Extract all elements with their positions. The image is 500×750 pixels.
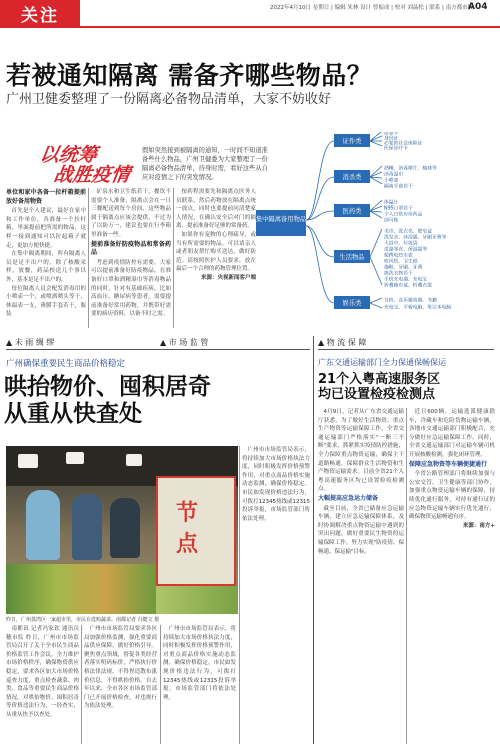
right-story-column-1 bbox=[318, 408, 404, 744]
column-divider bbox=[239, 446, 240, 744]
left-story-title-line1: 哄抬物价、囤积居奇 bbox=[4, 374, 211, 400]
right-story-source: 来源：南方+ bbox=[462, 522, 495, 529]
paragraph: 每位隔离人员会配发消毒用的小喷壶一个，或喷洒喷头等于，体温表一支，薄膜手套若干，瓶装 bbox=[6, 285, 86, 318]
paragraph: 截至目前，全省已储备应急运输车辆，建立应急运输保障体系，及时协调解决重点物资运输中遇到的突出问题，做好重要民生物资的运输保障工作，努力实现"防疫情、保畅通、保运输"目标。 bbox=[318, 505, 404, 555]
dateline: 2022年4月10日 星期日 | 编辑 朱林 设计 曾振成 | 校对 刘晶松 | 联系 | 南方都市报 bbox=[270, 5, 474, 11]
right-story-kicker: 广东交通运输部门全力保通保畅保运 bbox=[318, 358, 446, 367]
subhead: 提前准备好防疫物品和常备药品 bbox=[91, 240, 171, 257]
paragraph: 全省公路管理部门将继续加强与公安交管、卫生健康等部门协作，加强重点物资运输车辆的保障，持续优化通行服务，对持有通行证的应急物资运输车辆实行优先通行，确保物资运输畅通有序。 bbox=[409, 471, 495, 521]
diagram-item: 手机充电器、充电宝 bbox=[384, 277, 428, 283]
section-tag: 关注 bbox=[0, 0, 80, 26]
column-divider bbox=[406, 408, 407, 744]
section-label-right: ▲ 物 流 保 障 bbox=[318, 338, 367, 347]
article-column-2 bbox=[91, 188, 171, 328]
diagram-item: 隔离手套若干 bbox=[384, 184, 413, 190]
diagram-branch-label: 消杀类 bbox=[342, 174, 362, 181]
left-story-column-2 bbox=[84, 625, 157, 744]
diagram-center-label: 集中隔离备用物品 bbox=[256, 216, 307, 223]
subhead: 保障应急物资等车辆便捷通行 bbox=[409, 460, 488, 468]
diagram-item: N95口罩若干 bbox=[384, 206, 413, 212]
header-rule bbox=[0, 26, 500, 28]
paragraph: 广州市市场监管局表示，将持续加大市场价格执法力度，同时积极发挥价格预警作用，对重点商品价格实施动态监测，确保价格稳定。市民如发现价格违法行为，可拨打12345热线或12315投诉举报，市场监管部门将依法处理。 bbox=[163, 626, 236, 701]
diagram-item: 吹风机、卫生纸 bbox=[384, 259, 418, 265]
left-story-kicker: 广州确保重要民生商品价格稳定 bbox=[6, 359, 126, 369]
diagram-item: 酒精、消毒喷片、棉球等 bbox=[384, 166, 437, 172]
diagram-center-node bbox=[256, 210, 306, 236]
lead-paragraph: 假如突然接到被隔离的通知，一时间不知道准备些什么物品，广州卫健委为大家整理了一份隔离必备物品清单，待身时需，看好这些从自应对疫情之下的突发情况。 bbox=[142, 147, 268, 181]
page-divider bbox=[313, 336, 314, 744]
article-column-3 bbox=[176, 188, 256, 328]
paragraph: 在集中隔离期间，所有隔离人员是足不出户的，除了核酸采样，放餐，药品校送几个事以外，基本是足不出户的。 bbox=[6, 251, 86, 283]
diagram-item: 毛巾、洗衣皂、肥皂盒 bbox=[384, 229, 432, 235]
diagram-item: 体温计 bbox=[384, 200, 399, 206]
diagram-item: 大浴巾、垃圾袋 bbox=[384, 241, 418, 247]
column-divider bbox=[173, 188, 174, 328]
diagram-item: 个人日常应用药品 bbox=[384, 212, 423, 218]
subhead: 大幅提高应急运力储备 bbox=[318, 494, 379, 502]
paragraph: 4月9日，记者从广东省交通运输厅获悉，为了做好生活物资、重点生产物资等运输保障工作，全省交通运输部门严格落实"一断三不断"要求，抓紧抓实疫情防控措施，全力保障重点物资运输，确保主干道路畅通，保障群众生活物资和生产物资运输需求。目前全省21个入粤高速服务区均已设置检疫检测点。 bbox=[318, 409, 404, 493]
paragraph: 广州市市场监管局要求各区局加强价格监测，强化重要商品供应保障，做好价格引导。聚焦重点领域，督促各类经营者落实明码标价，严格执行价格法律法规，不得捏造散布涨价信息，不得哄抬价格。自去年以来，全市各区市场监管部门已开展价格检查，对违规行为依法处理。 bbox=[84, 626, 157, 710]
diagram-item: 创可贴 bbox=[384, 218, 399, 224]
diagram-item: 必要的社会保险证 bbox=[384, 141, 423, 147]
paragraph: 南都讯 记者冯家钦 通讯员 穗市监 昨日，广州市市场监管局召开了关于全市民生商品价格监管工作会议，全力维护市场价格秩序，确保物资供应稳定，要求各区加大市场价格巡查力度，重点检查蔬菜、肉类、食品等重要民生商品价格情况。对哄抬物价、囤积居奇等价格违法行为，一经查实，从重从快予以查处。 bbox=[6, 626, 79, 718]
right-story-title-line1: 21个入粤高速服务区 bbox=[318, 372, 441, 387]
diagram-item: 换洗衣物若干 bbox=[384, 271, 413, 277]
left-story-column-3 bbox=[163, 625, 236, 744]
diagram-item: 居委卡 bbox=[384, 132, 399, 137]
page-subtitle: 广州卫健委整理了一份隔离必备物品清单，大家不妨收好 bbox=[6, 92, 332, 107]
column-divider bbox=[88, 188, 89, 328]
column-divider bbox=[160, 625, 161, 744]
column-divider bbox=[81, 625, 82, 744]
right-story-title bbox=[318, 372, 440, 402]
diagram-branch-label: 证件类 bbox=[342, 138, 362, 145]
photo-caption: 昨日，广州荔湾区一家超市里，市民在选购蔬菜。南都记者 冯健文 摄 bbox=[6, 617, 160, 623]
left-story-title-line2: 从重从快查处 bbox=[4, 401, 142, 427]
paragraph: 考虑到疫情防控有需要，大家可以提前准备好防疫物品，在准备好口罩和酒精湿巾等消毒物品的同时，针对有基础疾病，比如高血压、糖尿病等患者，需要提前准备好常用药物，并携带好需要的病历资料，以备不时之需。 bbox=[91, 259, 171, 318]
section-rule-right bbox=[318, 349, 494, 350]
article-column-1 bbox=[6, 188, 86, 328]
section-label-middle: ▲ 市 场 监 管 bbox=[160, 338, 209, 347]
page-headline: 若被通知隔离 需备齐哪些物品？ bbox=[6, 61, 373, 90]
paragraph: 首先是个人建议，最好在家中和工作单位，各准备一个拉杆箱，里面提前把所需的物品，这样一接到通知可以拉起箱子就走，更加方便快捷。 bbox=[6, 208, 86, 249]
right-story-column-2 bbox=[409, 408, 495, 744]
slogan-line1: 以统筹 bbox=[38, 144, 99, 166]
left-story-column-4 bbox=[242, 446, 310, 744]
diagram-item: 小喷壶 bbox=[384, 178, 399, 184]
left-story-column-1 bbox=[6, 625, 79, 744]
section-rule-left bbox=[6, 349, 310, 350]
slogan-line2: 战胜疫情 bbox=[52, 164, 132, 186]
left-story-title bbox=[4, 374, 211, 428]
right-story-title-line2: 均已设置检疫检测点 bbox=[318, 387, 436, 402]
article-source: 来源：央视新闻客户端 bbox=[200, 274, 256, 281]
page-number: A04 bbox=[468, 2, 488, 12]
paragraph: 按药程需要先和隔离点医务人员联系，然后药物放在隔离点统一放点，同时也要提前问清楚家人情况，在确认安全后对门的隔离，提前准备好足够的常备药。 bbox=[176, 189, 256, 230]
diagram-item: 充电宝、平板电脑、笔记本电脑 bbox=[384, 305, 452, 311]
diagram-item: 折叠拖布盆、折叠衣架 bbox=[384, 283, 432, 289]
market-photo: 节 点 bbox=[6, 446, 238, 614]
diagram-item: 身份证 bbox=[384, 136, 399, 142]
diagram-item: 消毒湿巾 bbox=[384, 172, 404, 178]
diagram-branch-label: 娱乐类 bbox=[342, 300, 362, 307]
diagram-item: 耳机、音乐播放器、书籍 bbox=[384, 298, 437, 304]
subhead: 单位和家中各备一拉杆箱提前放好备用物资 bbox=[6, 189, 86, 205]
supplies-diagram bbox=[256, 132, 500, 332]
diagram-item: 便携电热水壶 bbox=[384, 253, 413, 259]
paragraph: 矿泉水和卫生纸若干，餐饮不需要个人准备，隔离点会在一日三餐配送到每个房间，这些物品属于隔离点应该会提供，不过为了以防万一，建议也要在行李箱里准备一些。 bbox=[91, 189, 171, 238]
paragraph: 如果你有宠物的心理疏导，或当有所需要的物品，可以请亲人或者朋友帮忙购买送达，做好防范。请按照医护人员要求，放在最后一个合理的药物管理位置。 bbox=[176, 231, 256, 273]
diagram-item: 医保诊疗卡 bbox=[384, 146, 408, 152]
diagram-item: 适量零食、保湿霜等 bbox=[384, 247, 428, 253]
section-label-left: ▲ 未 雨 绸 缪 bbox=[6, 338, 55, 347]
diagram-branch-label: 生活物品 bbox=[339, 254, 365, 261]
diagram-branch-label: 医药类 bbox=[342, 208, 362, 215]
paragraph: 广州市市场监管局表示，将持续加大市场价格执法力度，同时积极发挥价格预警作用，对重点商品价格实施动态监测，确保价格稳定。市民如发现价格违法行为，可拨打12345热线或12315投诉举报，市场监管部门将依法处理。 bbox=[242, 447, 310, 522]
diagram-item: 拖鞋、牙刷、牙膏 bbox=[384, 265, 423, 271]
paragraph: 近日600辆，运输选派健康除车，冷藏车和危险货物运输车辆，各地市交通运输部门积极配合，充分做好应急运输保障工作。同时，全省交通运输部门对运输车辆司机开展核酸检测，强化闭环管理。 bbox=[409, 409, 495, 458]
diagram-item: 洗发水、沐浴露、牙刷牙膏等 bbox=[384, 235, 447, 241]
